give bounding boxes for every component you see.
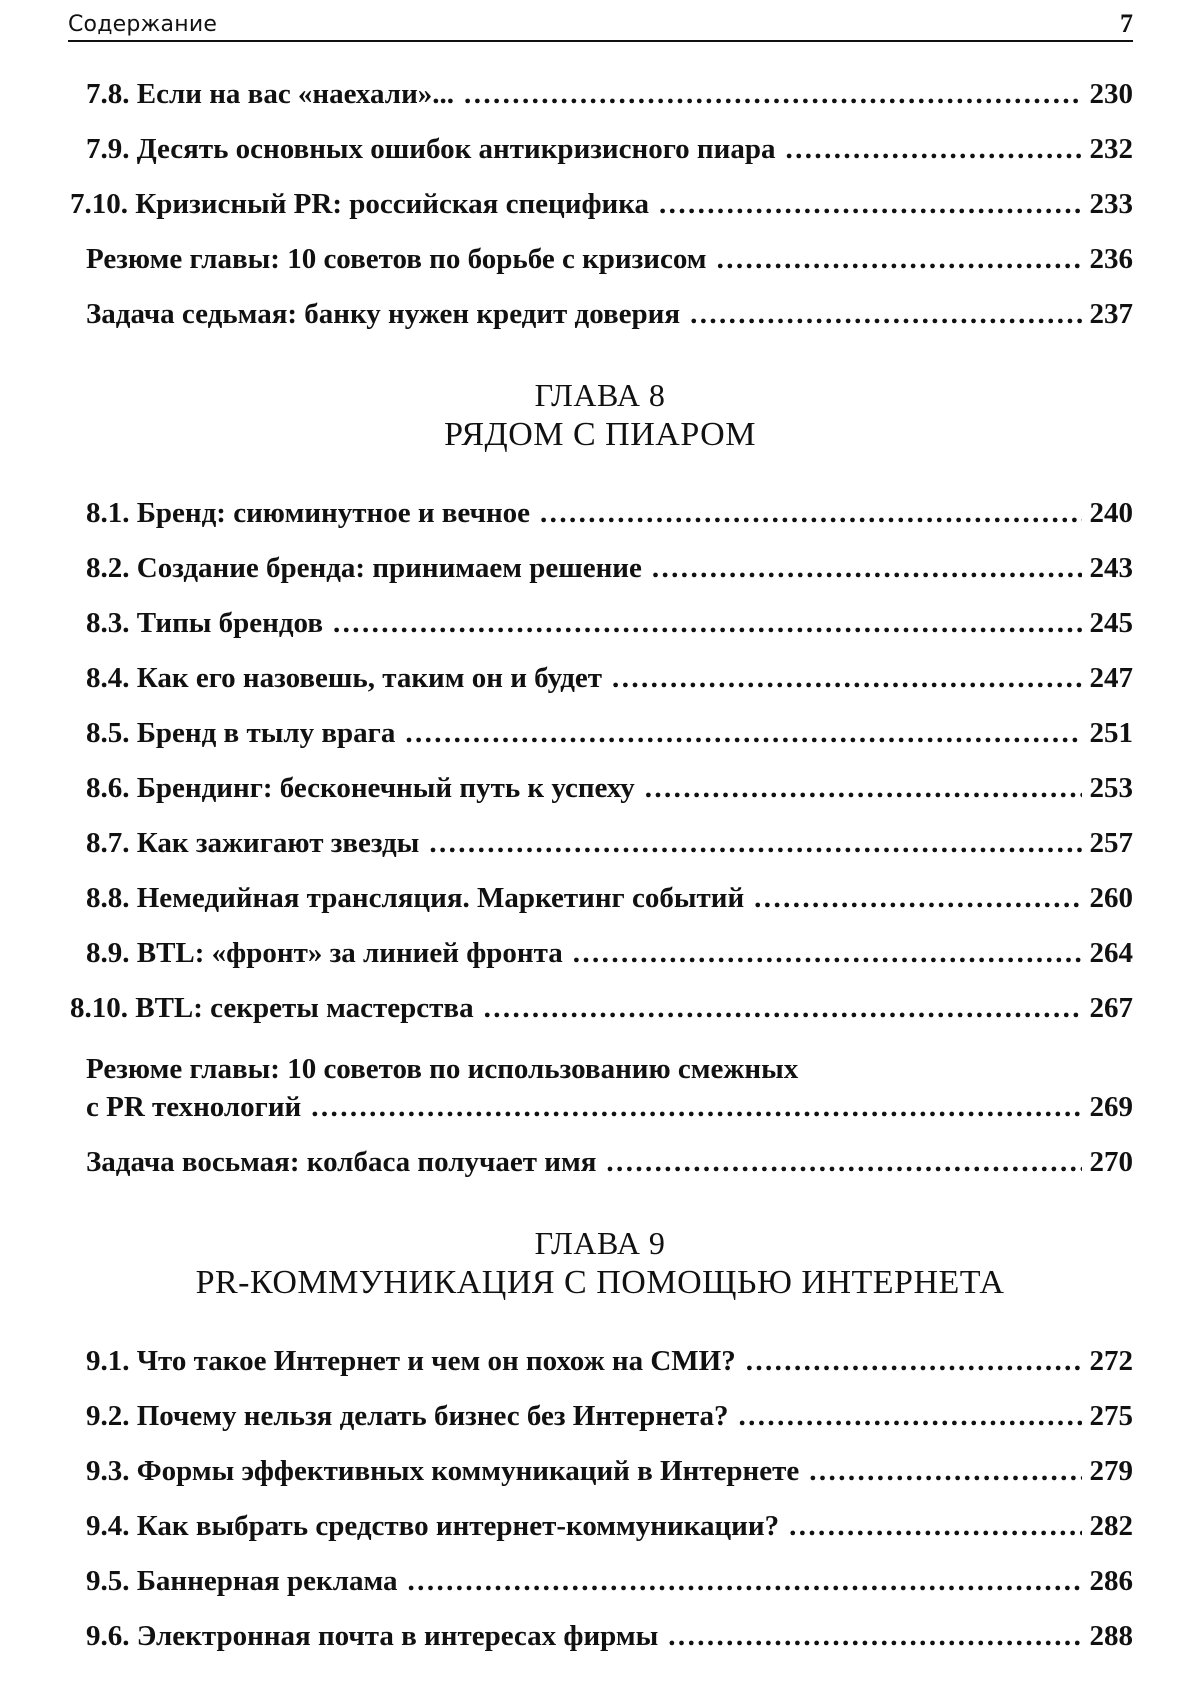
toc-entry-page: 275 [1089,1400,1133,1432]
dot-leader [573,934,1082,972]
toc-entry [0,1397,1200,1435]
toc-entry-page: 230 [1089,78,1133,110]
toc-entry-title: 9.5. Баннерная реклама [86,1565,398,1597]
toc-entry-title: 7.8. Если на вас «наехали»... [86,78,455,110]
toc-entry-page: 237 [1089,298,1133,330]
toc-entry [0,1562,1200,1600]
dot-leader [540,494,1081,532]
toc-entry-title: 7.10. Кризисный PR: российская специфика [70,188,650,220]
toc-entry [0,1617,1200,1655]
toc-entry-page: 257 [1089,827,1133,859]
toc-entry-title: 9.4. Как выбрать средство интернет-коммуникации? [86,1510,780,1542]
dot-leader [311,1088,1081,1126]
toc-entry-page: 272 [1089,1345,1133,1377]
dot-leader [690,295,1081,333]
toc-entry-title: 8.10. BTL: секреты мастерства [70,992,474,1024]
toc-entry-title: 8.3. Типы брендов [86,607,323,639]
dot-leader [785,130,1081,168]
toc-entry-page: 240 [1089,497,1133,529]
chapter-heading [0,375,1200,455]
dot-leader [405,714,1081,752]
dot-leader [612,659,1081,697]
toc-entry [0,714,1200,752]
dot-leader [809,1452,1081,1490]
toc-entry-title: 7.9. Десять основных ошибок антикризисного пиара [86,133,776,165]
toc-entry-title: 8.8. Немедийная трансляция. Маркетинг событий [86,882,745,914]
section-title: Содержание [68,12,218,37]
chapter-label: ГЛАВА 8 [534,377,666,413]
toc-entry-title: 8.6. Брендинг: бесконечный путь к успеху [86,772,635,804]
toc-entry-page: 269 [1089,1091,1133,1123]
toc-entry-page: 232 [1089,133,1133,165]
toc-entry-title: 8.9. BTL: «фронт» за линией фронта [86,937,563,969]
dot-leader [789,1507,1081,1545]
toc-entry [0,494,1200,532]
toc-entry-page: 247 [1089,662,1133,694]
toc-entry [0,769,1200,807]
dot-leader [668,1617,1081,1655]
toc-entry-title: 9.2. Почему нельзя делать бизнес без Интернета? [86,1400,729,1432]
dot-leader [645,769,1082,807]
toc-entry [0,185,1200,223]
toc-entry-page: 243 [1089,552,1133,584]
toc-entry [0,1452,1200,1490]
toc-entry [0,1342,1200,1380]
dot-leader [333,604,1082,642]
toc-entry-title: Резюме главы: 10 советов по использованию смежных [86,1053,799,1085]
chapter-label: ГЛАВА 9 [534,1225,666,1261]
toc-entry-page: 245 [1089,607,1133,639]
toc-entry [0,75,1200,113]
toc-entry [0,604,1200,642]
chapter-heading [0,1223,1200,1303]
dot-leader [606,1143,1081,1181]
toc-entry-page: 267 [1089,992,1133,1024]
dot-leader [408,1562,1082,1600]
toc-entry-page: 253 [1089,772,1133,804]
dot-leader [746,1342,1082,1380]
page-number: 7 [1120,9,1133,38]
toc-entry [0,934,1200,972]
toc-entry [0,989,1200,1027]
toc-entry-title: 9.6. Электронная почта в интересах фирмы [86,1620,659,1652]
toc-entry-page: 286 [1089,1565,1133,1597]
toc-entry-page: 270 [1089,1146,1133,1178]
toc-entry-page: 260 [1089,882,1133,914]
dot-leader [717,240,1082,278]
toc-entry [0,1507,1200,1545]
toc-entry [0,130,1200,168]
dot-leader [429,824,1081,862]
toc-entry [0,659,1200,697]
dot-leader [464,75,1081,113]
toc-entry-title: 9.1. Что такое Интернет и чем он похож на СМИ? [86,1345,736,1377]
toc-entry-title: 8.4. Как его назовешь, таким он и будет [86,662,603,694]
chapter-title: PR-КОММУНИКАЦИЯ С ПОМОЩЬЮ ИНТЕРНЕТА [195,1264,1005,1301]
toc-entry-title: 8.1. Бренд: сиюминутное и вечное [86,497,531,529]
toc-entry-title: 8.7. Как зажигают звезды [86,827,420,859]
toc-entry [0,879,1200,917]
toc-entry-title: Резюме главы: 10 советов по борьбе с кризисом [86,243,707,275]
toc-entry-title: Задача восьмая: колбаса получает имя [86,1146,597,1178]
toc-entry-page: 282 [1089,1510,1133,1542]
toc-entry-page: 251 [1089,717,1133,749]
toc-entry [0,824,1200,862]
running-header [68,6,1133,42]
toc-entry-title: 9.3. Формы эффективных коммуникаций в Интернете [86,1455,800,1487]
dot-leader [659,185,1081,223]
toc-entry [0,549,1200,587]
chapter-title: РЯДОМ С ПИАРОМ [444,416,756,453]
dot-leader [484,989,1082,1027]
toc-entry-title: 8.2. Создание бренда: принимаем решение [86,552,642,584]
dot-leader [738,1397,1081,1435]
toc-entry-page: 264 [1089,937,1133,969]
dot-leader [754,879,1081,917]
toc-entry-page: 233 [1089,188,1133,220]
toc-entry-title: 8.5. Бренд в тылу врага [86,717,396,749]
toc-entry-page: 279 [1089,1455,1133,1487]
toc-entry [0,1143,1200,1181]
toc-entry-title: Задача седьмая: банку нужен кредит доверия [86,298,681,330]
toc-entry-title-continuation: с PR технологий [86,1091,302,1123]
toc-entry-page: 236 [1089,243,1133,275]
toc-entry-multiline [86,1050,1133,1126]
toc-entry [0,240,1200,278]
dot-leader [652,549,1082,587]
toc-entry-page: 288 [1089,1620,1133,1652]
toc-entry [0,295,1200,333]
